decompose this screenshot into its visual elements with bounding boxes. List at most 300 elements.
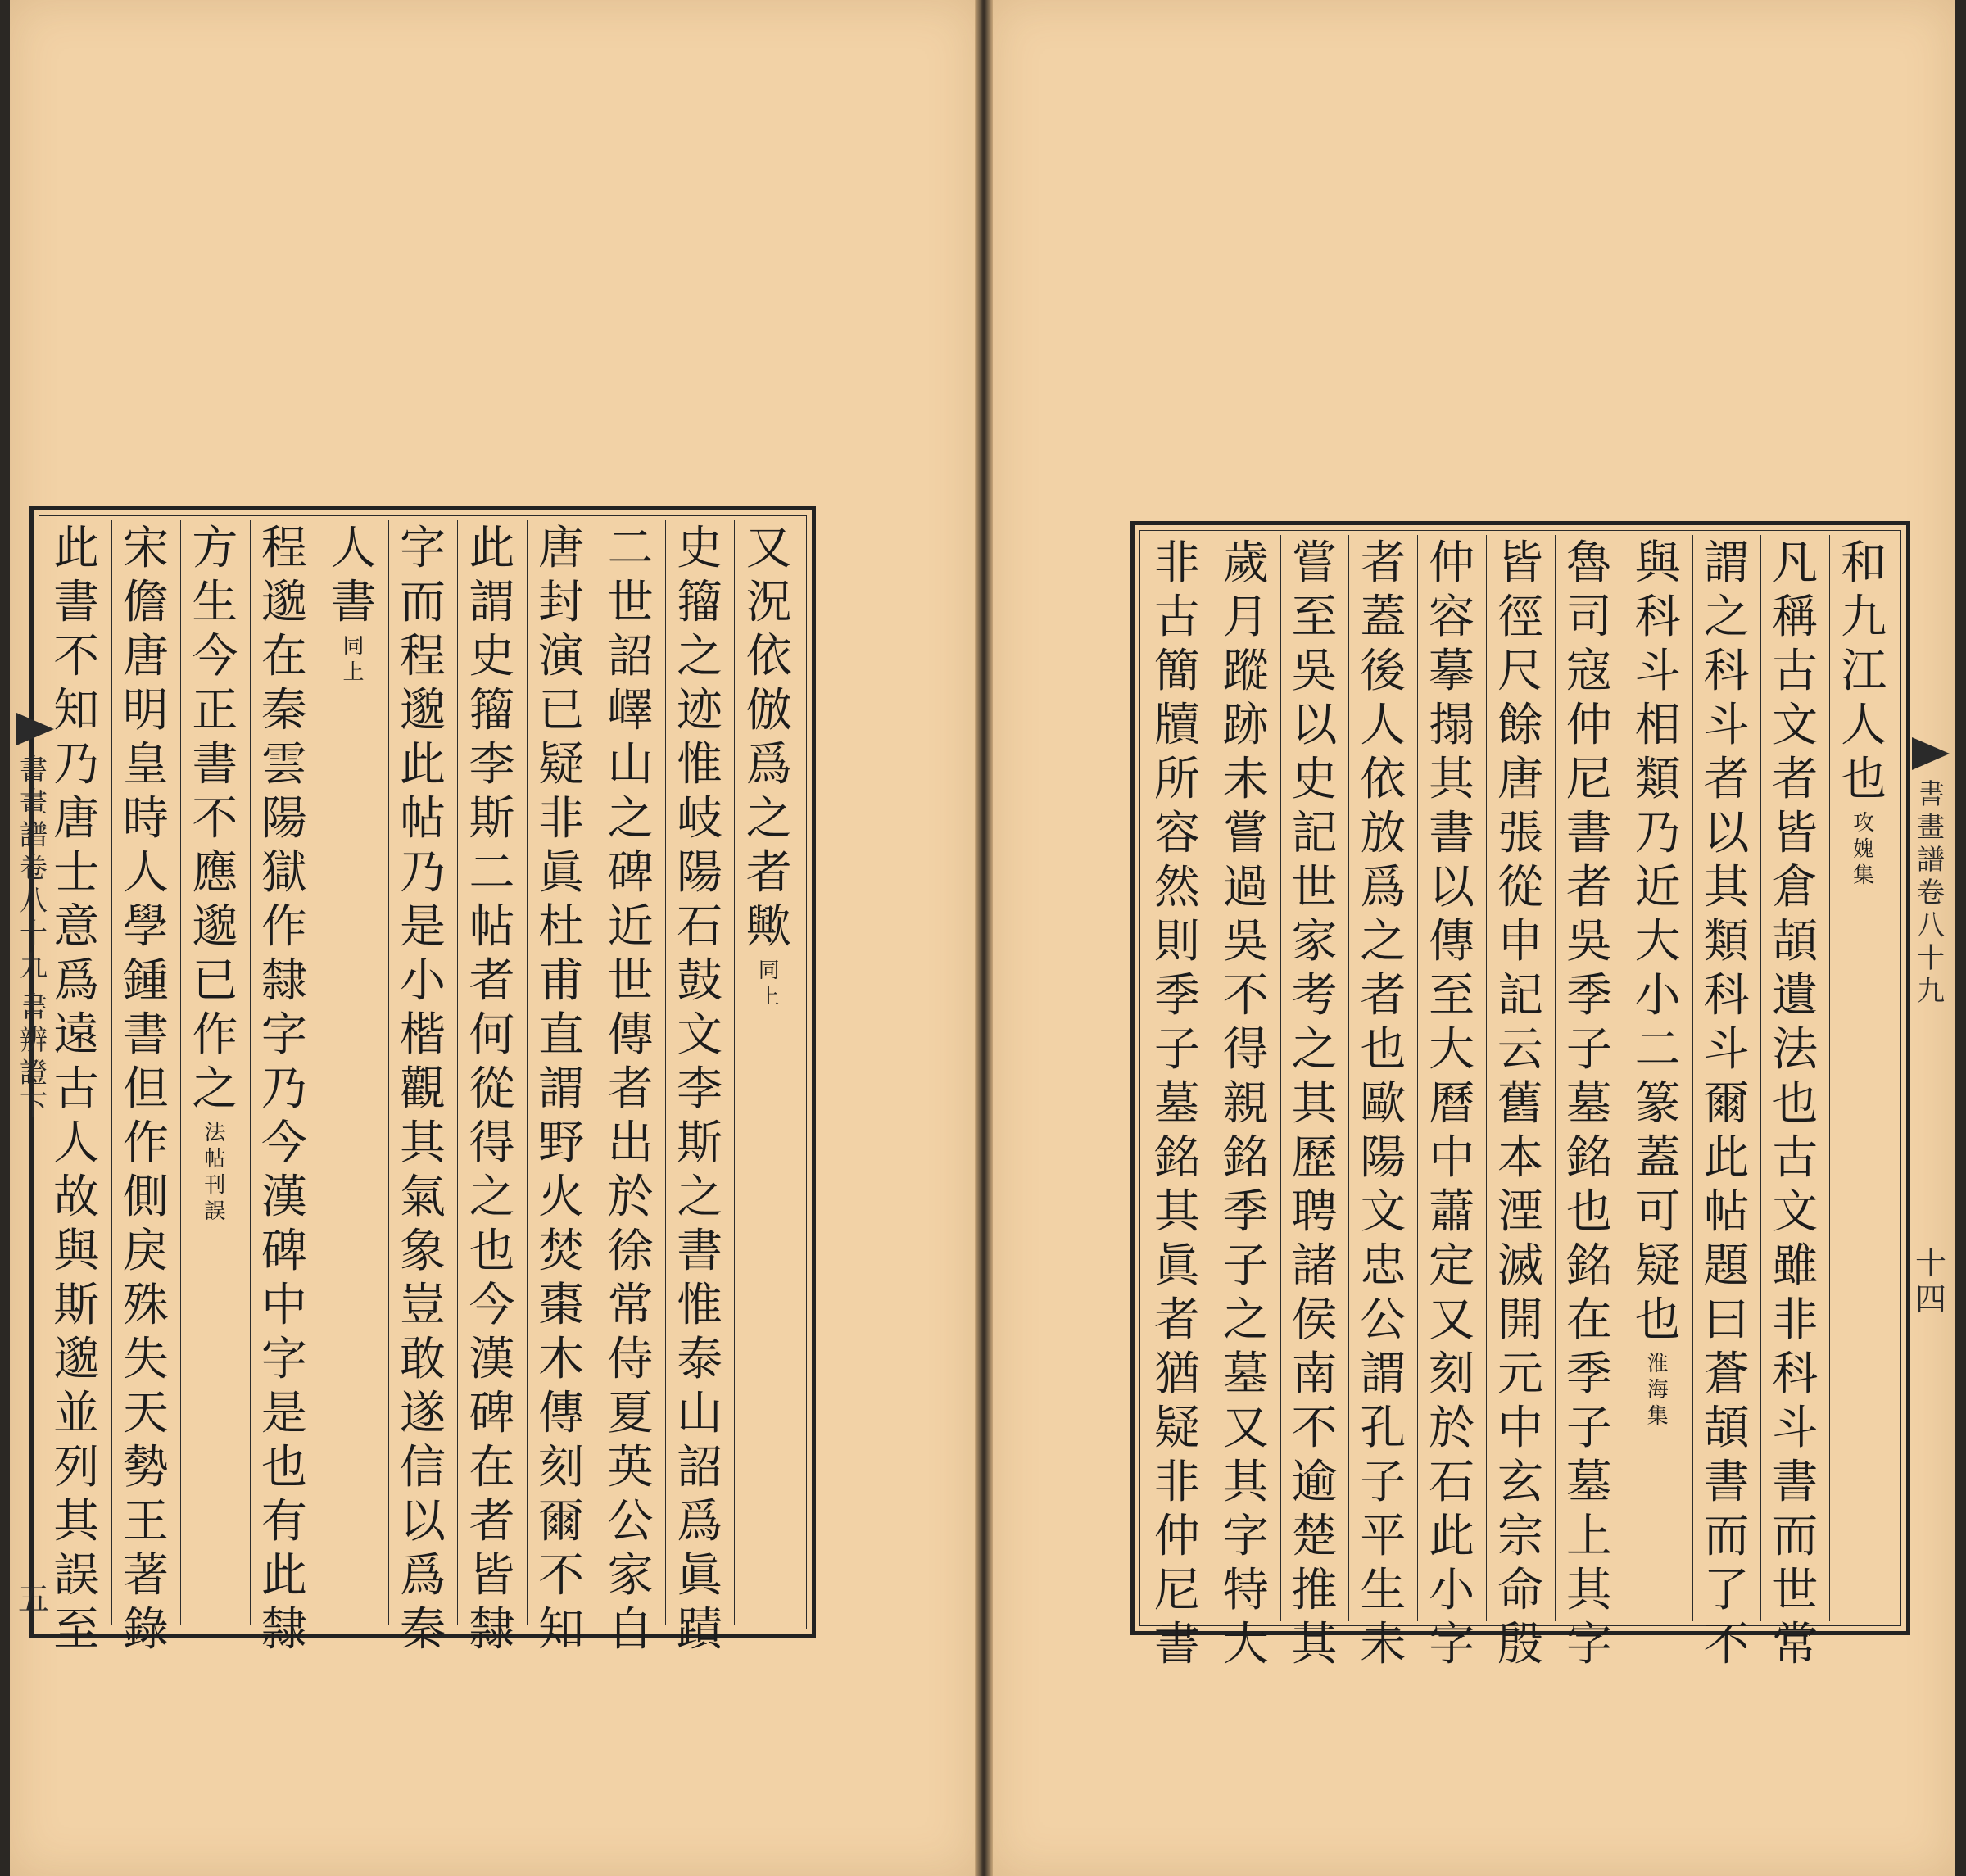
text-char: 蓋 — [1634, 1131, 1681, 1185]
text-char: 而 — [400, 576, 446, 629]
text-char: 應 — [192, 846, 238, 899]
text-char: 尼 — [1153, 1564, 1200, 1617]
text-char: 至 — [1429, 969, 1475, 1022]
right-margin-title — [1917, 778, 1945, 1008]
text-char: 類 — [1703, 915, 1750, 968]
text-char: 以 — [1703, 807, 1750, 860]
text-char: 泰 — [677, 1333, 723, 1386]
text-char: 其 — [1703, 861, 1750, 914]
text-char: 失 — [122, 1333, 169, 1386]
note-char: 攻 — [1853, 811, 1875, 836]
text-char: 甫 — [538, 954, 585, 1008]
text-char: 侯 — [1291, 1294, 1338, 1347]
note-char: 同 — [342, 634, 365, 659]
note-char: 帖 — [204, 1147, 226, 1171]
text-char: 題 — [1703, 1239, 1750, 1293]
text-char: 儋 — [122, 576, 169, 629]
text-char: 於 — [607, 1171, 654, 1224]
text-char: 書 — [330, 576, 377, 629]
text-char: 也 — [260, 1441, 307, 1494]
text-char: 籀 — [469, 684, 515, 737]
left-folio-number: 五 — [18, 1581, 50, 1617]
right-column-rule — [1486, 535, 1487, 1621]
text-char: 夏 — [607, 1387, 654, 1440]
text-char: 傳 — [538, 1387, 585, 1440]
text-char: 時 — [122, 792, 169, 845]
text-char: 從 — [1497, 861, 1543, 914]
text-char: 者 — [1360, 537, 1407, 590]
text-char: 書 — [1772, 1456, 1819, 1509]
left-source-note — [204, 1120, 225, 1225]
text-char: 蓋 — [1360, 591, 1407, 644]
left-text-column — [532, 522, 590, 1657]
text-char: 者 — [1360, 969, 1407, 1022]
text-char: 但 — [122, 1063, 169, 1116]
left-text-column — [741, 522, 798, 1010]
text-char: 凡 — [1772, 537, 1819, 590]
text-char: 者 — [607, 1063, 654, 1116]
right-column-rule — [1348, 535, 1349, 1621]
text-char: 非 — [1153, 537, 1200, 590]
text-char: 不 — [53, 630, 100, 683]
text-char: 嘗 — [1291, 537, 1338, 590]
text-char: 唐 — [538, 522, 585, 575]
text-char: 嘗 — [1222, 807, 1269, 860]
right-text-column — [1148, 537, 1206, 1672]
text-char: 法 — [1772, 1023, 1819, 1076]
text-char: 籀 — [677, 576, 723, 629]
text-char: 謂 — [1703, 537, 1750, 590]
text-char: 鼓 — [677, 954, 723, 1008]
text-char: 方 — [192, 522, 238, 575]
text-char: 史 — [677, 522, 723, 575]
text-char: 科 — [1634, 591, 1681, 644]
text-char: 隸 — [469, 1603, 515, 1656]
text-char: 蒼 — [1703, 1348, 1750, 1401]
text-char: 古 — [53, 1063, 100, 1116]
text-char: 開 — [1497, 1294, 1543, 1347]
text-char: 以 — [1429, 861, 1475, 914]
text-char: 書 — [1429, 807, 1475, 860]
text-char: 文 — [1772, 699, 1819, 752]
text-char: 迹 — [677, 684, 723, 737]
right-text-column — [1561, 537, 1618, 1672]
text-char: 者 — [1772, 753, 1819, 806]
text-char: 蹤 — [1222, 645, 1269, 698]
text-char: 文 — [677, 1008, 723, 1062]
left-text-column — [464, 522, 521, 1657]
text-char: 則 — [1153, 915, 1200, 968]
left-text-column — [117, 522, 174, 1657]
text-char: 得 — [1222, 1023, 1269, 1076]
text-char: 之 — [745, 792, 792, 845]
text-char: 非 — [1772, 1294, 1819, 1347]
text-char: 而 — [1772, 1510, 1819, 1563]
text-char: 帖 — [1703, 1185, 1750, 1239]
text-char: 字 — [260, 1333, 307, 1386]
text-char: 歲 — [1222, 537, 1269, 590]
text-char: 公 — [607, 1495, 654, 1548]
text-char: 記 — [1497, 969, 1543, 1022]
text-char: 舊 — [1497, 1077, 1543, 1131]
text-char: 稱 — [1772, 591, 1819, 644]
text-char: 天 — [122, 1387, 169, 1440]
text-char: 人 — [53, 1117, 100, 1170]
text-char: 王 — [122, 1495, 169, 1548]
text-char: 楷 — [400, 1008, 446, 1062]
text-char: 惟 — [677, 738, 723, 791]
text-char: 倣 — [745, 684, 792, 737]
text-char: 邈 — [400, 684, 446, 737]
text-char: 此 — [400, 738, 446, 791]
text-char: 勢 — [122, 1441, 169, 1494]
right-text-column — [1217, 537, 1275, 1672]
text-char: 未 — [1222, 753, 1269, 806]
text-char: 也 — [1772, 1077, 1819, 1131]
text-char: 書 — [677, 1225, 723, 1278]
text-char: 放 — [1360, 807, 1407, 860]
text-char: 曆 — [1429, 1077, 1475, 1131]
text-char: 出 — [607, 1117, 654, 1170]
note-char: 刊 — [204, 1173, 226, 1198]
text-char: 乃 — [53, 738, 100, 791]
left-column-rule — [250, 520, 251, 1625]
text-char: 定 — [1429, 1239, 1475, 1293]
text-char: 司 — [1565, 591, 1612, 644]
text-char: 書 — [1703, 1456, 1750, 1509]
text-char: 斗 — [1772, 1402, 1819, 1455]
text-char: 斗 — [1634, 645, 1681, 698]
margin-char: 九 — [20, 950, 48, 983]
text-char: 石 — [677, 900, 723, 954]
text-char: 作 — [192, 1008, 238, 1062]
text-char: 漢 — [260, 1171, 307, 1224]
text-char: 歟 — [745, 900, 792, 954]
text-char: 遺 — [1772, 969, 1819, 1022]
text-char: 刻 — [1429, 1348, 1475, 1401]
text-char: 月 — [1222, 591, 1269, 644]
left-text-column — [48, 522, 105, 1657]
text-char: 殷 — [1497, 1618, 1543, 1671]
text-char: 吳 — [1222, 915, 1269, 968]
text-char: 詔 — [677, 1441, 723, 1494]
right-folio-number: 十四 — [1914, 1245, 1946, 1317]
right-text-column — [1697, 537, 1755, 1672]
text-char: 此 — [53, 522, 100, 575]
text-char: 信 — [400, 1441, 446, 1494]
text-char: 豈 — [400, 1279, 446, 1332]
text-char: 謂 — [538, 1063, 585, 1116]
margin-char: 畫 — [20, 786, 48, 819]
text-char: 也 — [469, 1225, 515, 1278]
text-char: 然 — [1153, 861, 1200, 914]
text-char: 斯 — [53, 1279, 100, 1332]
margin-char: 八 — [20, 885, 48, 918]
text-char: 故 — [53, 1171, 100, 1224]
text-char: 仲 — [1153, 1510, 1200, 1563]
text-char: 也 — [1634, 1294, 1681, 1347]
left-text-column — [256, 522, 313, 1657]
text-char: 子 — [1222, 1239, 1269, 1293]
text-char: 雖 — [1772, 1239, 1819, 1293]
text-char: 眞 — [538, 846, 585, 899]
text-char: 書 — [192, 738, 238, 791]
margin-char: 譜 — [20, 819, 48, 852]
text-char: 科 — [1772, 1348, 1819, 1401]
text-char: 隸 — [260, 954, 307, 1008]
text-char: 直 — [538, 1008, 585, 1062]
text-char: 頡 — [1703, 1402, 1750, 1455]
text-char: 而 — [1703, 1510, 1750, 1563]
text-char: 知 — [538, 1603, 585, 1656]
left-source-note — [759, 958, 780, 1010]
text-char: 不 — [1291, 1402, 1338, 1455]
text-char: 跡 — [1222, 699, 1269, 752]
text-char: 過 — [1222, 861, 1269, 914]
margin-char: 十 — [20, 918, 48, 950]
right-column-rule — [1760, 535, 1761, 1621]
text-char: 仲 — [1565, 699, 1612, 752]
text-char: 上 — [1565, 1510, 1612, 1563]
text-char: 玄 — [1497, 1456, 1543, 1509]
text-char: 尼 — [1565, 753, 1612, 806]
text-char: 九 — [1841, 591, 1887, 644]
text-char: 象 — [400, 1225, 446, 1278]
text-char: 也 — [1360, 1023, 1407, 1076]
margin-char: 卷 — [1917, 877, 1945, 909]
margin-char: 書 — [20, 991, 48, 1024]
left-margin-strip — [15, 754, 52, 1122]
text-char: 科 — [1703, 969, 1750, 1022]
text-char: 文 — [1772, 1185, 1819, 1239]
text-char: 以 — [1291, 699, 1338, 752]
text-char: 季 — [1565, 1348, 1612, 1401]
text-char: 墓 — [1222, 1348, 1269, 1401]
text-char: 今 — [469, 1279, 515, 1332]
text-char: 字 — [400, 522, 446, 575]
text-char: 是 — [400, 900, 446, 954]
text-char: 史 — [469, 630, 515, 683]
text-char: 斯 — [677, 1117, 723, 1170]
text-char: 至 — [1291, 591, 1338, 644]
text-char: 今 — [260, 1117, 307, 1170]
text-char: 蹟 — [677, 1603, 723, 1656]
right-column-rule — [1417, 535, 1418, 1621]
text-char: 之 — [1703, 591, 1750, 644]
note-char: 誤 — [204, 1199, 226, 1224]
text-char: 作 — [260, 900, 307, 954]
text-char: 科 — [1703, 645, 1750, 698]
text-char: 依 — [745, 630, 792, 683]
text-char: 眞 — [677, 1549, 723, 1602]
text-char: 相 — [1634, 699, 1681, 752]
text-char: 從 — [469, 1063, 515, 1116]
text-char: 考 — [1291, 969, 1338, 1022]
text-char: 山 — [677, 1387, 723, 1440]
text-char: 傳 — [1429, 915, 1475, 968]
text-char: 中 — [1497, 1402, 1543, 1455]
text-char: 尺 — [1497, 645, 1543, 698]
text-char: 與 — [53, 1225, 100, 1278]
text-char: 宗 — [1497, 1510, 1543, 1563]
text-char: 江 — [1841, 645, 1887, 698]
text-char: 寇 — [1565, 645, 1612, 698]
right-column-rule — [1555, 535, 1556, 1621]
text-char: 自 — [607, 1603, 654, 1656]
text-char: 文 — [1360, 1185, 1407, 1239]
text-char: 依 — [1360, 753, 1407, 806]
margin-char: 下 — [20, 1090, 48, 1122]
text-char: 其 — [400, 1117, 446, 1170]
text-char: 字 — [260, 1008, 307, 1062]
text-char: 陽 — [1360, 1131, 1407, 1185]
text-char: 演 — [538, 630, 585, 683]
text-char: 容 — [1153, 807, 1200, 860]
text-char: 以 — [400, 1495, 446, 1548]
text-char: 者 — [469, 1495, 515, 1548]
text-char: 乃 — [400, 846, 446, 899]
text-char: 謂 — [1360, 1348, 1407, 1401]
text-char: 皇 — [122, 738, 169, 791]
text-char: 小 — [1429, 1564, 1475, 1617]
text-char: 湮 — [1497, 1185, 1543, 1239]
text-char: 雲 — [260, 738, 307, 791]
text-char: 銘 — [1222, 1131, 1269, 1185]
left-text-column — [394, 522, 451, 1657]
text-char: 銘 — [1565, 1239, 1612, 1293]
right-source-note — [1853, 810, 1874, 889]
text-char: 墓 — [1565, 1077, 1612, 1131]
text-char: 命 — [1497, 1564, 1543, 1617]
text-char: 野 — [538, 1117, 585, 1170]
text-char: 子 — [1153, 1023, 1200, 1076]
right-fold-mark-icon — [1912, 737, 1950, 770]
right-source-note — [1647, 1351, 1669, 1430]
text-char: 牘 — [1153, 699, 1200, 752]
text-char: 焚 — [538, 1225, 585, 1278]
text-char: 人 — [122, 846, 169, 899]
text-char: 書 — [1153, 1618, 1200, 1671]
margin-char: 書 — [20, 754, 48, 786]
text-char: 字 — [1429, 1618, 1475, 1671]
text-char: 李 — [677, 1063, 723, 1116]
text-char: 楚 — [1291, 1510, 1338, 1563]
text-char: 疑 — [1153, 1402, 1200, 1455]
margin-char: 書 — [1917, 778, 1945, 811]
text-char: 不 — [192, 792, 238, 845]
text-char: 書 — [1565, 807, 1612, 860]
text-char: 帖 — [469, 900, 515, 954]
text-char: 家 — [607, 1549, 654, 1602]
text-char: 不 — [538, 1549, 585, 1602]
text-char: 搨 — [1429, 699, 1475, 752]
text-char: 古 — [1772, 645, 1819, 698]
text-char: 餘 — [1497, 699, 1543, 752]
text-char: 於 — [1429, 1402, 1475, 1455]
text-char: 古 — [1772, 1131, 1819, 1185]
text-char: 了 — [1703, 1564, 1750, 1617]
text-char: 爾 — [1703, 1077, 1750, 1131]
text-char: 非 — [538, 792, 585, 845]
left-margin-section — [20, 991, 48, 1122]
margin-char: 八 — [1917, 909, 1945, 942]
text-char: 南 — [1291, 1348, 1338, 1401]
text-char: 推 — [1291, 1564, 1338, 1617]
text-char: 生 — [192, 576, 238, 629]
text-char: 觀 — [400, 1063, 446, 1116]
text-char: 程 — [260, 522, 307, 575]
text-char: 銘 — [1153, 1131, 1200, 1185]
text-char: 陽 — [677, 846, 723, 899]
text-char: 非 — [1153, 1456, 1200, 1509]
text-char: 乃 — [260, 1063, 307, 1116]
text-char: 爾 — [538, 1495, 585, 1548]
text-char: 得 — [469, 1117, 515, 1170]
text-char: 世 — [607, 954, 654, 1008]
right-text-column — [1423, 537, 1480, 1672]
text-char: 仲 — [1429, 537, 1475, 590]
text-char: 學 — [122, 900, 169, 954]
text-char: 子 — [1360, 1456, 1407, 1509]
left-column-rule — [665, 520, 666, 1625]
text-char: 二 — [1634, 1023, 1681, 1076]
text-char: 常 — [607, 1279, 654, 1332]
text-char: 刻 — [538, 1441, 585, 1494]
right-text-column — [1286, 537, 1343, 1672]
text-char: 在 — [469, 1441, 515, 1494]
left-column-rule — [527, 520, 528, 1625]
left-text-column — [602, 522, 659, 1657]
text-char: 斗 — [1703, 1023, 1750, 1076]
text-char: 殊 — [122, 1279, 169, 1332]
text-char: 不 — [1703, 1618, 1750, 1671]
right-margin-strip — [1912, 778, 1950, 1008]
right-text-frame — [1130, 521, 1910, 1671]
text-char: 猶 — [1153, 1348, 1200, 1401]
text-char: 乃 — [1634, 807, 1681, 860]
text-char: 史 — [1291, 753, 1338, 806]
text-char: 歐 — [1360, 1077, 1407, 1131]
left-fold-mark-icon — [16, 713, 54, 745]
left-text-column — [324, 522, 382, 686]
text-char: 棗 — [538, 1279, 585, 1332]
text-char: 中 — [1429, 1131, 1475, 1185]
text-char: 大 — [1222, 1618, 1269, 1671]
text-char: 已 — [538, 684, 585, 737]
right-text-column — [1354, 537, 1411, 1672]
text-char: 詔 — [607, 630, 654, 683]
text-char: 者 — [745, 846, 792, 899]
text-char: 人 — [1360, 699, 1407, 752]
text-char: 陽 — [260, 792, 307, 845]
text-char: 忠 — [1360, 1239, 1407, 1293]
text-char: 其 — [1291, 1077, 1338, 1131]
text-char: 諸 — [1291, 1239, 1338, 1293]
text-char: 不 — [1222, 969, 1269, 1022]
left-text-frame — [29, 506, 816, 1656]
text-char: 曰 — [1703, 1294, 1750, 1347]
text-char: 著 — [122, 1549, 169, 1602]
note-char: 法 — [204, 1121, 226, 1145]
text-char: 意 — [53, 900, 100, 954]
text-char: 之 — [677, 630, 723, 683]
text-char: 作 — [122, 1117, 169, 1170]
text-char: 古 — [1153, 591, 1200, 644]
note-char: 上 — [758, 985, 780, 1009]
text-char: 魯 — [1565, 537, 1612, 590]
text-char: 此 — [469, 522, 515, 575]
text-char: 嶧 — [607, 684, 654, 737]
